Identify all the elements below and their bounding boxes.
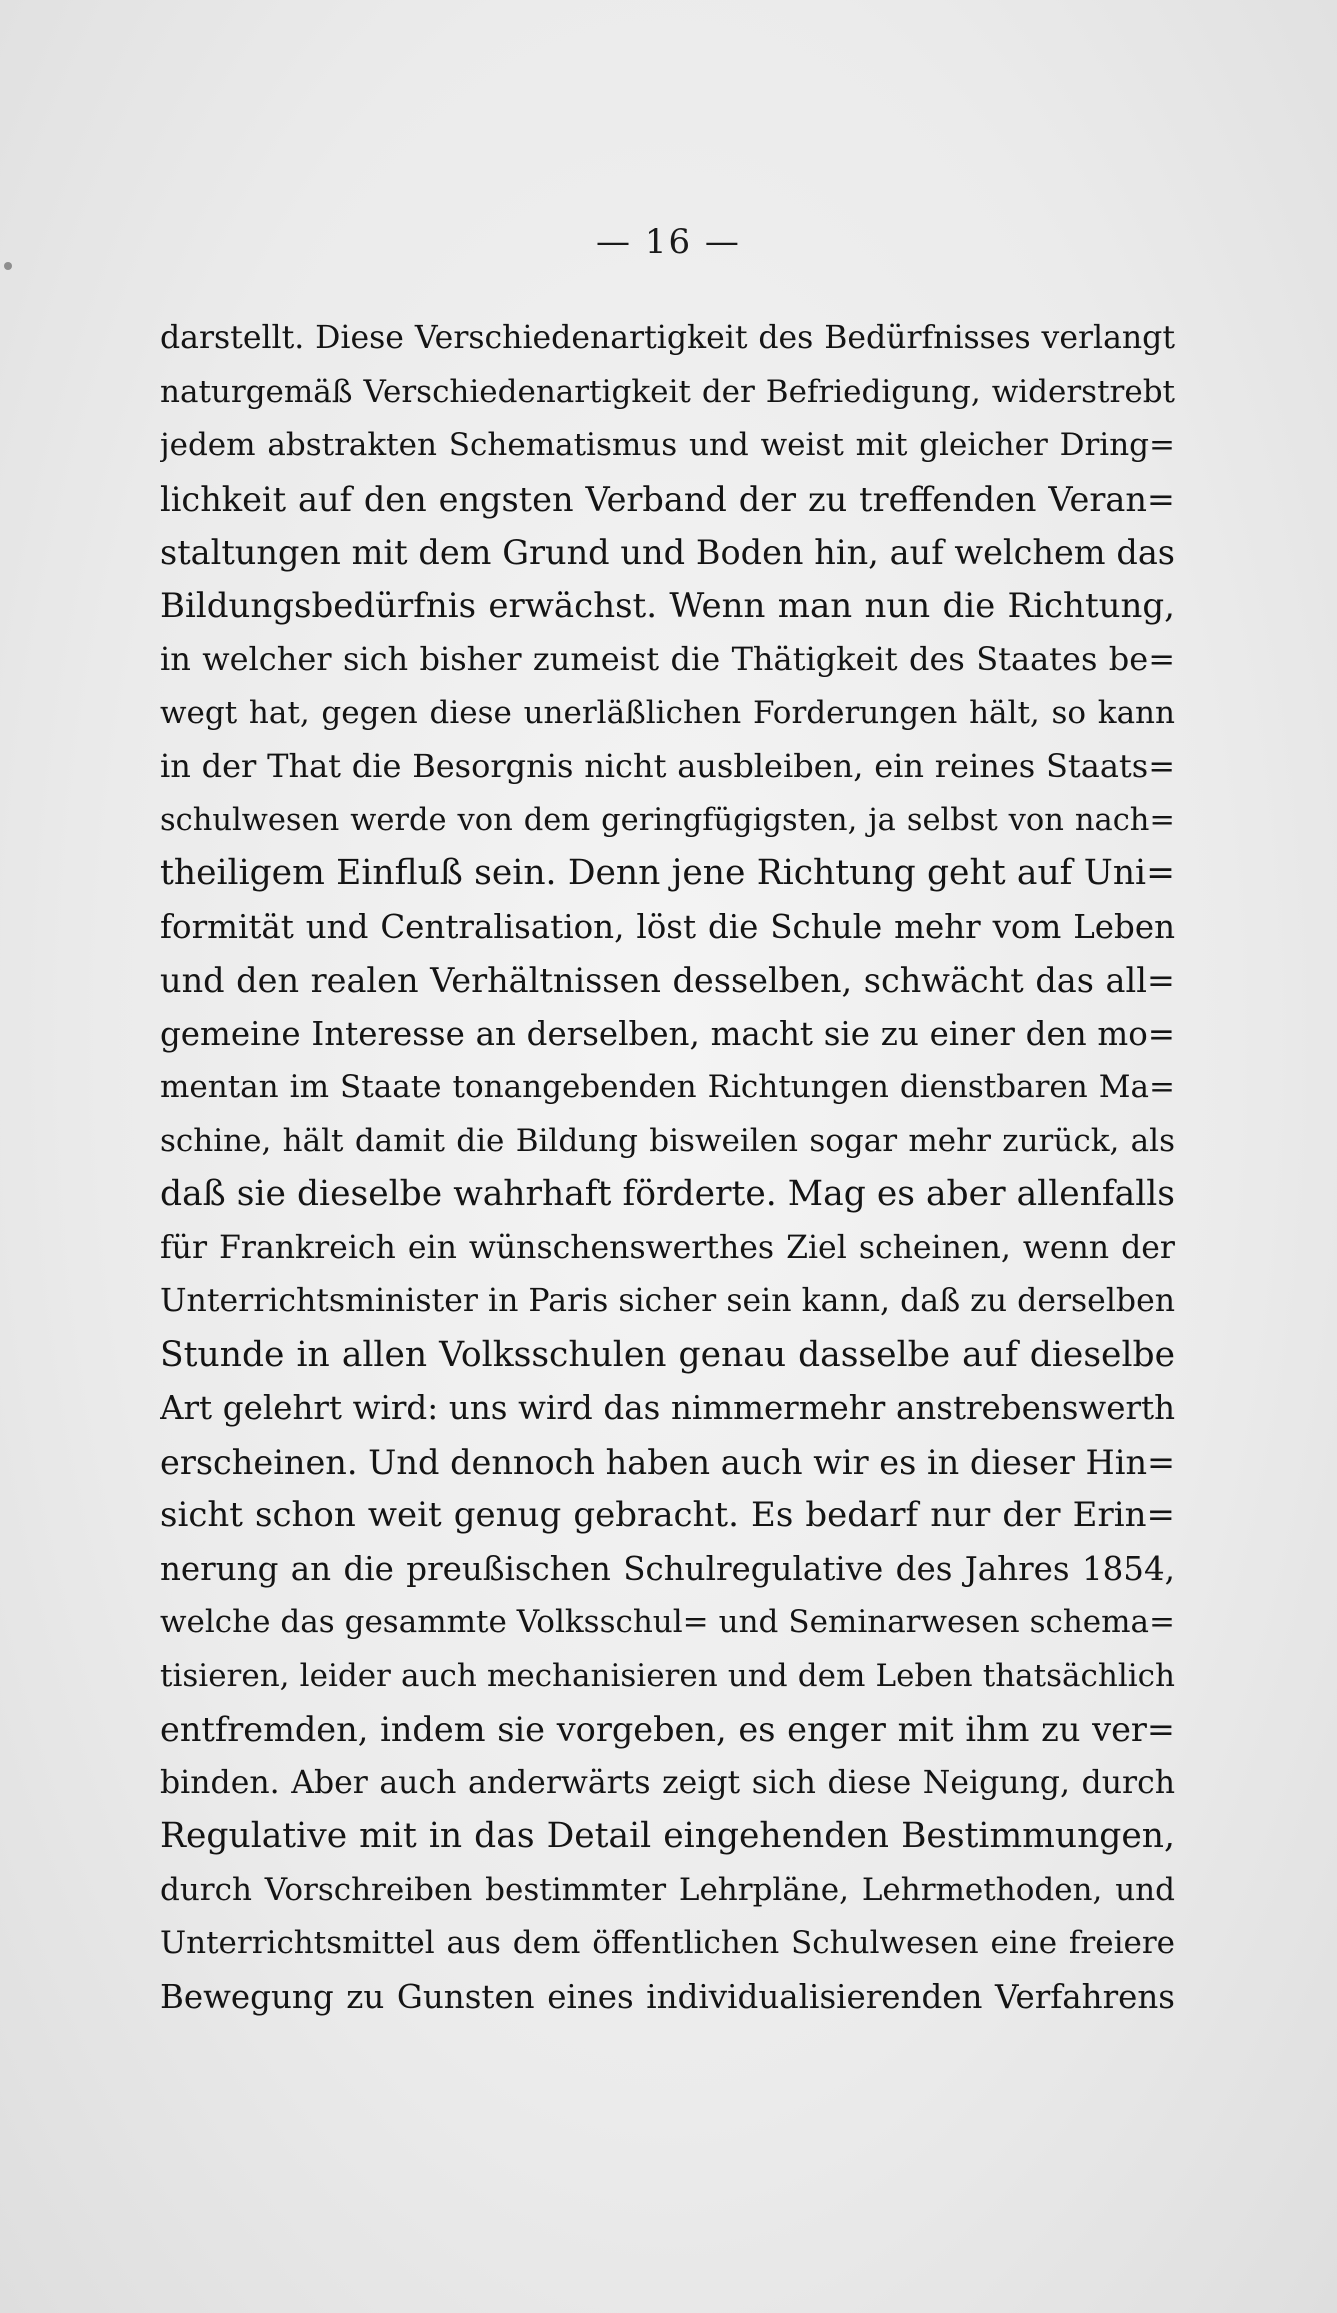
text-line: durch Vorschreiben bestimmter Lehrpläne, Lehrmethoden, und — [160, 1871, 1175, 1908]
text-line: Bildungsbedürfnis erwächst. Wenn man nun die Richtung, — [160, 585, 1175, 626]
text-line: in welcher sich bisher zumeist die Thätigkeit des Staates be= — [160, 640, 1175, 678]
text-line: gemeine Interesse an derselben, macht sie zu einer den mo= — [160, 1014, 1175, 1053]
text-line: Bewegung zu Gunsten eines individualisierenden Verfahrens — [160, 1977, 1175, 2016]
text-line: schine, hält damit die Bildung bisweilen sogar mehr zurück, als — [160, 1122, 1175, 1159]
text-line: Unterrichtsminister in Paris sicher sein kann, daß zu derselben — [160, 1283, 1175, 1319]
body-text — [160, 312, 1175, 2024]
text-line: theiligem Einfluß sein. Denn jene Richtung geht auf Uni= — [160, 853, 1175, 893]
text-line: entfremden, indem sie vorgeben, es enger mit ihm zu ver= — [160, 1710, 1175, 1749]
text-line: sicht schon weit genug gebracht. Es bedarf nur der Erin= — [160, 1495, 1175, 1535]
text-line: nerung an die preußischen Schulregulative des Jahres 1854, — [160, 1549, 1175, 1588]
text-line: Regulative mit in das Detail eingehenden Bestimmungen, — [160, 1816, 1175, 1856]
text-line: mentan im Staate tonangebenden Richtungen dienstbaren Ma= — [160, 1069, 1175, 1105]
text-line: darstellt. Diese Verschiedenartigkeit des Bedürfnisses verlangt — [160, 320, 1175, 356]
text-line: schulwesen werde von dem geringfügigsten, ja selbst von nach= — [160, 802, 1175, 838]
text-line: wegt hat, gegen diese unerläßlichen Forderungen hält, so kann — [160, 694, 1175, 731]
page-smudge — [4, 262, 12, 270]
text-line: jedem abstrakten Schematismus und weist mit gleicher Dring= — [160, 427, 1175, 463]
text-line: Stunde in allen Volksschulen genau dasselbe auf dieselbe — [160, 1334, 1175, 1375]
text-line: und den realen Verhältnissen desselben, schwächt das all= — [160, 961, 1175, 1000]
text-line: daß sie dieselbe wahrhaft förderte. Mag es aber allenfalls — [160, 1174, 1175, 1214]
text-line: tisieren, leider auch mechanisieren und dem Leben thatsächlich — [160, 1657, 1175, 1694]
text-line: in der That die Besorgnis nicht ausbleiben, ein reines Staats= — [160, 747, 1175, 785]
text-line: formität und Centralisation, löst die Schule mehr vom Leben — [160, 907, 1175, 946]
text-line: Art gelehrt wird: uns wird das nimmermehr anstrebenswerth — [160, 1389, 1175, 1427]
page-number: — 16 — — [596, 222, 741, 262]
text-line: für Frankreich ein wünschenswerthes Ziel scheinen, wenn der — [160, 1229, 1175, 1266]
text-line: erscheinen. Und dennoch haben auch wir es in dieser Hin= — [160, 1442, 1175, 1482]
text-line: lichkeit auf den engsten Verband der zu treffenden Veran= — [160, 479, 1175, 519]
text-line: Unterrichtsmittel aus dem öffentlichen Schulwesen eine freiere — [160, 1925, 1175, 1961]
text-line: staltungen mit dem Grund und Boden hin, auf welchem das — [160, 533, 1175, 572]
text-line: naturgemäß Verschiedenartigkeit der Befriedigung, widerstrebt — [160, 373, 1175, 410]
text-line: binden. Aber auch anderwärts zeigt sich diese Neigung, durch — [160, 1764, 1175, 1801]
text-line: welche das gesammte Volksschul= und Seminarwesen schema= — [160, 1604, 1175, 1640]
